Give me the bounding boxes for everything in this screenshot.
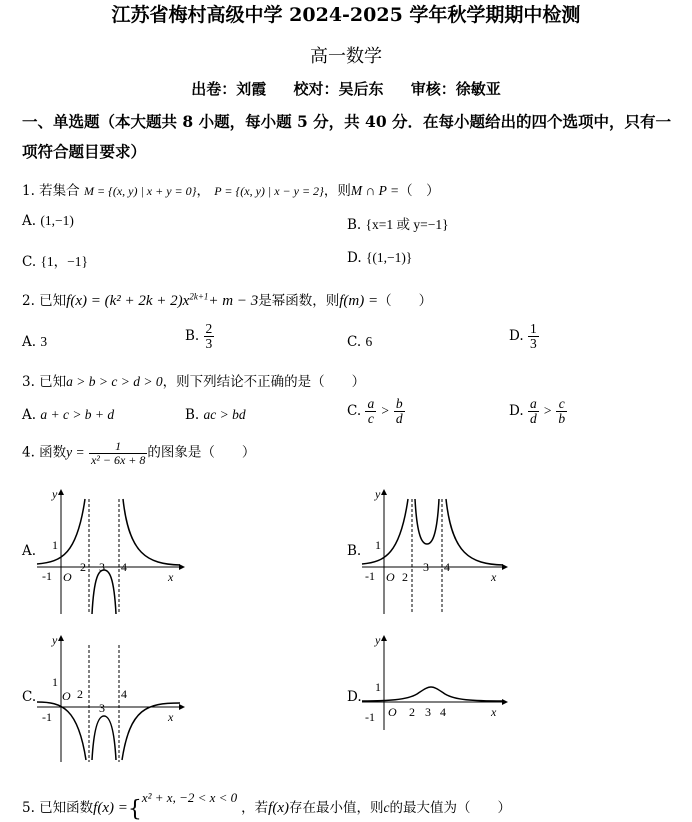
graph-d-tick-3: 3 xyxy=(425,705,431,719)
graph-a-tick-4: 4 xyxy=(121,560,127,574)
graph-c-tick-2: 2 xyxy=(77,687,83,701)
q3-option-b: B. ac > bd xyxy=(185,407,246,423)
q1-option-b: B. {x=1 或 y=−1} xyxy=(347,217,449,233)
graph-a-tick-3: 3 xyxy=(99,560,105,574)
graph-c-tick-1: 1 xyxy=(52,675,58,689)
question-3: 3. 已知a > b > c > d > 0，则下列结论不正确的是（ ） xyxy=(22,374,366,390)
graph-c xyxy=(32,630,192,765)
q2-option-b: B. $\frac{2}{3}$ xyxy=(185,321,213,352)
graph-a-x-label: x xyxy=(168,570,174,584)
reviewer: 审核：徐敏亚 xyxy=(410,80,501,98)
graph-d-origin: O xyxy=(388,705,397,719)
graph-a xyxy=(32,484,192,619)
exam-subject: 高一数学 xyxy=(310,46,382,67)
graph-d xyxy=(357,630,517,765)
graph-a-tick-neg1: -1 xyxy=(42,569,52,583)
section-heading-line1: 一、单选题（本大题共 8 小题，每小题 5 分，共 40 分．在每小题给出的四个选项中，只有一 xyxy=(22,112,672,131)
graph-b-x-label: x xyxy=(491,570,497,584)
graph-d-tick-1: 1 xyxy=(375,680,381,694)
graph-d-tick-2: 2 xyxy=(409,705,415,719)
graph-b-y-label: y xyxy=(375,487,381,501)
q3-option-a: A. a + c > b + d xyxy=(22,407,115,423)
setter: 出卷：刘霞 xyxy=(191,80,267,98)
exam-staff xyxy=(0,78,692,99)
graph-c-tick-3: 3 xyxy=(99,701,105,715)
graph-c-tick-4: 4 xyxy=(121,687,127,701)
question-1: 1. 若集合 M = {(x, y) | x + y = 0}， P = {(x, y) | x − y = 2}，则M ∩ P =（ ） xyxy=(22,183,440,199)
q2-option-c: C. 6 xyxy=(347,334,373,350)
q1-option-d: D. {(1,−1)} xyxy=(347,250,413,266)
q3-option-c: C. $\frac{a}{c}$ > $\frac{b}{d}$ xyxy=(347,396,403,427)
graph-c-origin: O xyxy=(62,689,71,703)
q4-option-a-label: A. xyxy=(22,543,37,559)
graph-a-origin: O xyxy=(63,570,72,584)
graph-b-tick-3: 3 xyxy=(423,560,429,574)
graph-b-tick-4: 4 xyxy=(444,560,450,574)
q2-option-a: A. 3 xyxy=(22,334,48,350)
graph-d-x-label: x xyxy=(491,705,497,719)
q4-option-c-label: C. xyxy=(22,689,37,705)
graph-d-tick-4: 4 xyxy=(440,705,446,719)
section-heading-line2: 项符合题目要求） xyxy=(22,142,147,161)
q3-option-d: D. $\frac{a}{d}$ > $\frac{c}{b}$ xyxy=(509,396,566,427)
graph-a-tick-1: 1 xyxy=(52,538,58,552)
graph-a-y-label: y xyxy=(52,487,58,501)
set-m: M = {(x, y) | x + y = 0} xyxy=(83,184,197,198)
question-5: 5. 已知函数f(x) ={x² + x, −2 < x < 0，若f(x)存在最小值，则c的最大值为（ ） xyxy=(22,790,511,822)
q2-option-d: D. $\frac{1}{3}$ xyxy=(509,321,537,352)
intersection-expr: M ∩ P = xyxy=(350,183,400,198)
graph-c-x-label: x xyxy=(168,710,174,724)
graph-b-tick-2: 2 xyxy=(402,570,408,584)
question-2: 2. 已知$f(x) = (k^2 + 2k + 2)x^{2k+1}+ m - 3$是幂函数，则f(m) =（ ） xyxy=(22,291,433,309)
checker: 校对：吴后东 xyxy=(293,80,384,98)
exam-title: 江苏省梅村高级中学 2024-2025 学年秋学期期中检测 xyxy=(111,4,581,26)
graph-b-tick-neg1: -1 xyxy=(365,569,375,583)
q4-option-b-label: B. xyxy=(347,543,362,559)
graph-c-tick-neg1: -1 xyxy=(42,710,52,724)
graph-a-tick-2: 2 xyxy=(80,560,86,574)
graph-b-origin: O xyxy=(386,570,395,584)
graph-c-y-label: y xyxy=(52,633,58,647)
graph-b-tick-1: 1 xyxy=(375,538,381,552)
set-p: P = {(x, y) | x − y = 2} xyxy=(214,184,324,198)
graph-d-y-label: y xyxy=(375,633,381,647)
q1-option-c: C. {1，−1} xyxy=(22,254,89,270)
q4-option-d-label: D. xyxy=(347,689,362,705)
graph-d-tick-neg1: -1 xyxy=(365,710,375,724)
graph-b xyxy=(357,484,517,619)
question-4: 4. 函数y = $\frac{1}{\text{x² − 6x + 8}}$ 的图象是（ ） xyxy=(22,439,256,467)
q1-option-a: A. (1,−1) xyxy=(22,213,74,229)
